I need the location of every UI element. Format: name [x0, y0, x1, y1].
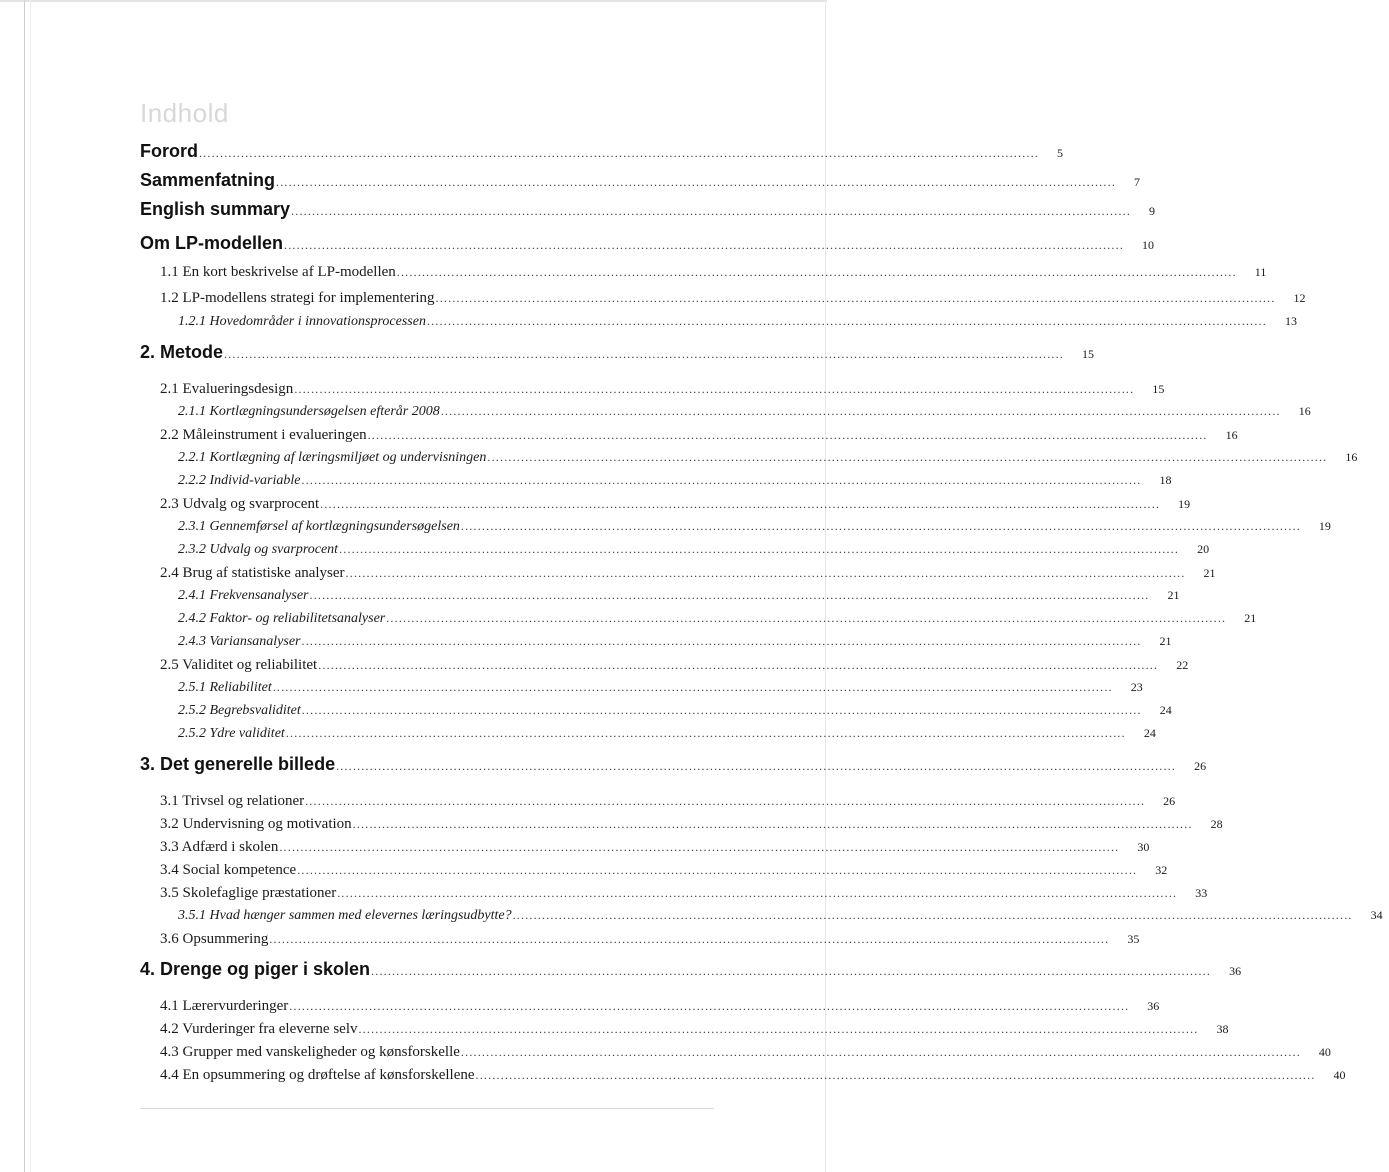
toc-leader-dots: ........................................................................................................................................................................................................: [291, 204, 1132, 218]
toc-entry-page: 24: [1159, 703, 1172, 717]
toc-leader-dots: ........................................................................................................................................................................................................: [358, 1022, 1199, 1036]
toc-entry: [178, 473, 1172, 489]
toc-leader-dots: ........................................................................................................................................................................................................: [294, 382, 1135, 396]
toc-entry-label: 4.2 Vurderinger fra eleverne selv: [160, 1021, 358, 1037]
toc-entry-page: 40: [1318, 1045, 1331, 1059]
toc-leader-dots: ........................................................................................................................................................................................................: [371, 964, 1212, 978]
toc-entry: [178, 703, 1172, 719]
toc-entry-label: 2.1.1 Kortlægningsundersøgelsen efterår 2008: [178, 404, 440, 419]
toc-entry-label: Forord: [140, 141, 198, 161]
toc-leader-dots: ........................................................................................................................................................................................................: [460, 1045, 1301, 1059]
toc-entry: [160, 1067, 1346, 1084]
toc-leader-dots: ........................................................................................................................................................................................................: [426, 314, 1267, 328]
toc-entry-label: 2. Metode: [140, 342, 224, 362]
toc-entry-label: 2.3 Udvalg og svarprocent: [160, 496, 320, 512]
toc-leader-dots: ........................................................................................................................................................................................................: [199, 146, 1039, 160]
toc-entry: [160, 931, 1140, 948]
toc-entry-label: 3.6 Opsummering: [160, 931, 269, 947]
toc-entry-label: 2.5 Validitet og reliabilitet: [160, 657, 318, 673]
toc-entry: [160, 427, 1238, 444]
toc-leader-dots: ........................................................................................................................................................................................................: [269, 932, 1110, 946]
toc-entry-label: Om LP-modellen: [140, 233, 284, 253]
toc-entry-page: 15: [1082, 347, 1095, 361]
toc-entry-label: 3.5 Skolefaglige præstationer: [160, 885, 337, 901]
toc-entry: [160, 816, 1223, 833]
toc-entry-page: 19: [1318, 519, 1331, 533]
toc-entry: [178, 726, 1156, 742]
toc-entry-page: 38: [1216, 1022, 1229, 1036]
toc-entry: [160, 496, 1191, 513]
toc-leader-dots: ........................................................................................................................................................................................................: [475, 1068, 1316, 1082]
toc-entry: [160, 290, 1306, 307]
toc-entry-page: 34: [1370, 908, 1383, 922]
toc-entry-label: 1.2 LP-modellens strategi for implementering: [160, 290, 435, 306]
toc-entry: [160, 793, 1176, 810]
toc-entry-page: 10: [1142, 238, 1155, 252]
toc-entry-page: 15: [1152, 382, 1165, 396]
toc-entry-label: 3. Det generelle billede: [140, 754, 336, 774]
toc-entry-page: 18: [1159, 473, 1172, 487]
toc-entry: [160, 839, 1150, 856]
toc-leader-dots: ........................................................................................................................................................................................................: [512, 908, 1353, 922]
toc-entry-label: 2.2 Måleinstrument i evalueringen: [160, 427, 367, 443]
toc-entry-label: 3.5.1 Hvad hænger sammen med elevernes læringsudbytte?: [178, 908, 512, 923]
toc-entry-page: 32: [1155, 863, 1168, 877]
toc-entry: [140, 754, 1207, 775]
toc-leader-dots: ........................................................................................................................................................................................................: [224, 347, 1065, 361]
toc-entry: [160, 657, 1189, 674]
toc-entry-label: 2.2.1 Kortlægning af læringsmiljøet og undervisningen: [178, 450, 487, 465]
toc-entry-page: 28: [1210, 817, 1223, 831]
toc-entry-label: 2.3.2 Udvalg og svarprocent: [178, 542, 339, 557]
toc-entry-label: 2.2.2 Individ-variable: [178, 473, 301, 488]
toc-leader-dots: ........................................................................................................................................................................................................: [367, 428, 1208, 442]
toc-entry: [178, 542, 1210, 558]
toc-entry: [160, 381, 1165, 398]
toc-entry: [140, 959, 1242, 980]
toc-entry: [178, 680, 1143, 696]
toc-entry: [160, 264, 1267, 281]
toc-entry: [178, 519, 1331, 535]
toc-entry-label: Sammenfatning: [140, 170, 276, 190]
toc-entry: [178, 314, 1297, 330]
toc-entry-page: 24: [1143, 726, 1156, 740]
toc-entry-page: 7: [1134, 175, 1141, 189]
toc-entry-page: 16: [1225, 428, 1238, 442]
toc-leader-dots: ........................................................................................................................................................................................................: [435, 291, 1276, 305]
toc-entry-page: 36: [1229, 964, 1242, 978]
toc-entry-label: 4. Drenge og piger i skolen: [140, 959, 371, 979]
toc-entry: [178, 450, 1358, 466]
toc-entry-page: 21: [1167, 588, 1180, 602]
toc-entry-page: 23: [1130, 680, 1143, 694]
toc-leader-dots: ........................................................................................................................................................................................................: [279, 840, 1120, 854]
toc-leader-dots: ........................................................................................................................................................................................................: [440, 404, 1281, 418]
toc-entry-label: 3.1 Trivsel og relationer: [160, 793, 305, 809]
toc-leader-dots: ........................................................................................................................................................................................................: [305, 794, 1146, 808]
toc-entry-page: 16: [1345, 450, 1358, 464]
toc-entry: [140, 170, 1141, 191]
toc-entry: [140, 141, 1063, 162]
toc-entry: [160, 998, 1160, 1015]
toc-entry-page: 35: [1127, 932, 1140, 946]
toc-entry-label: 2.4.3 Variansanalyser: [178, 634, 301, 649]
toc-entry: [178, 908, 1383, 924]
toc-entry: [160, 1021, 1229, 1038]
toc-entry-page: 5: [1057, 146, 1063, 160]
toc-leader-dots: ........................................................................................................................................................................................................: [272, 680, 1113, 694]
toc-entry-page: 19: [1178, 497, 1191, 511]
toc-entry: [140, 342, 1095, 363]
toc-entry: [178, 611, 1257, 627]
toc-entry-page: 26: [1194, 759, 1207, 773]
toc-entry-label: 2.3.1 Gennemførsel af kortlægningsundersøgelsen: [178, 519, 460, 534]
toc-entry-page: 13: [1284, 314, 1297, 328]
toc-entry: [160, 565, 1216, 582]
toc-leader-dots: ........................................................................................................................................................................................................: [339, 542, 1180, 556]
toc-entry-page: 16: [1298, 404, 1311, 418]
toc-entry-label: 2.4.1 Frekvensanalyser: [178, 588, 309, 603]
toc-leader-dots: ........................................................................................................................................................................................................: [318, 658, 1159, 672]
toc-leader-dots: ........................................................................................................................................................................................................: [276, 175, 1117, 189]
toc-leader-dots: ........................................................................................................................................................................................................: [345, 566, 1186, 580]
toc-entry-page: 21: [1159, 634, 1172, 648]
toc-entry-page: 36: [1147, 999, 1160, 1013]
toc-entry-page: 33: [1195, 886, 1208, 900]
toc-entry-label: 3.2 Undervisning og motivation: [160, 816, 352, 832]
toc-leader-dots: ........................................................................................................................................................................................................: [285, 726, 1126, 740]
toc-entry: [178, 404, 1311, 420]
toc-entry-label: 1.1 En kort beskrivelse af LP-modellen: [160, 264, 396, 280]
toc-entry-label: 4.3 Grupper med vanskeligheder og kønsforskelle: [160, 1044, 460, 1060]
toc-leader-dots: ........................................................................................................................................................................................................: [336, 759, 1177, 773]
toc-entry-page: 22: [1176, 658, 1189, 672]
footer-rule: [140, 1108, 714, 1109]
toc-leader-dots: ........................................................................................................................................................................................................: [487, 450, 1328, 464]
toc-leader-dots: ........................................................................................................................................................................................................: [460, 519, 1301, 533]
toc-entry-page: 40: [1333, 1068, 1346, 1082]
toc-entry-page: 12: [1293, 291, 1306, 305]
toc-leader-dots: ........................................................................................................................................................................................................: [289, 999, 1130, 1013]
toc-leader-dots: ........................................................................................................................................................................................................: [284, 238, 1125, 252]
toc-leader-dots: ........................................................................................................................................................................................................: [301, 703, 1142, 717]
toc-leader-dots: ........................................................................................................................................................................................................: [301, 634, 1142, 648]
toc-entry-page: 9: [1149, 204, 1156, 218]
page-title: Indhold: [140, 98, 229, 128]
toc-entry: [140, 233, 1155, 254]
toc-entry-label: English summary: [140, 199, 291, 219]
toc-leader-dots: ........................................................................................................................................................................................................: [396, 265, 1237, 279]
toc-entry: [160, 1044, 1331, 1061]
toc-leader-dots: ........................................................................................................................................................................................................: [301, 473, 1142, 487]
toc-entry-label: 2.4.2 Faktor- og reliabilitetsanalyser: [178, 611, 386, 626]
toc-entry-label: 2.5.1 Reliabilitet: [178, 680, 272, 695]
toc-entry-label: 3.3 Adfærd i skolen: [160, 839, 279, 855]
toc-entry-label: 1.2.1 Hovedområder i innovationsprocessen: [178, 314, 426, 329]
toc-entry: [160, 862, 1168, 879]
toc-entry: [160, 885, 1208, 902]
toc-leader-dots: ........................................................................................................................................................................................................: [352, 817, 1193, 831]
toc-entry-label: 4.1 Lærervurderinger: [160, 998, 289, 1014]
toc-leader-dots: ........................................................................................................................................................................................................: [297, 863, 1138, 877]
toc-entry-label: 2.4 Brug af statistiske analyser: [160, 565, 345, 581]
toc-leader-dots: ........................................................................................................................................................................................................: [309, 588, 1150, 602]
toc-entry: [140, 199, 1156, 220]
toc-entry-label: 2.5.2 Begrebsvaliditet: [178, 703, 301, 718]
toc-entry-label: 3.4 Social kompetence: [160, 862, 297, 878]
toc-entry-page: 21: [1203, 566, 1216, 580]
toc-entry-label: 4.4 En opsummering og drøftelse af kønsforskellene: [160, 1067, 475, 1083]
toc-entry-page: 26: [1163, 794, 1176, 808]
toc-entry: [178, 588, 1180, 604]
toc-entry-page: 21: [1244, 611, 1257, 625]
toc-entry-label: 2.1 Evalueringsdesign: [160, 381, 294, 397]
toc-entry-label: 2.5.2 Ydre validitet: [178, 726, 285, 741]
toc-entry: [178, 634, 1172, 650]
toc-entry-page: 11: [1254, 265, 1267, 279]
toc-leader-dots: ........................................................................................................................................................................................................: [337, 886, 1178, 900]
toc-entry-page: 30: [1137, 840, 1150, 854]
toc-entry-page: 20: [1197, 542, 1210, 556]
toc-leader-dots: ........................................................................................................................................................................................................: [320, 497, 1161, 511]
toc-leader-dots: ........................................................................................................................................................................................................: [386, 611, 1227, 625]
